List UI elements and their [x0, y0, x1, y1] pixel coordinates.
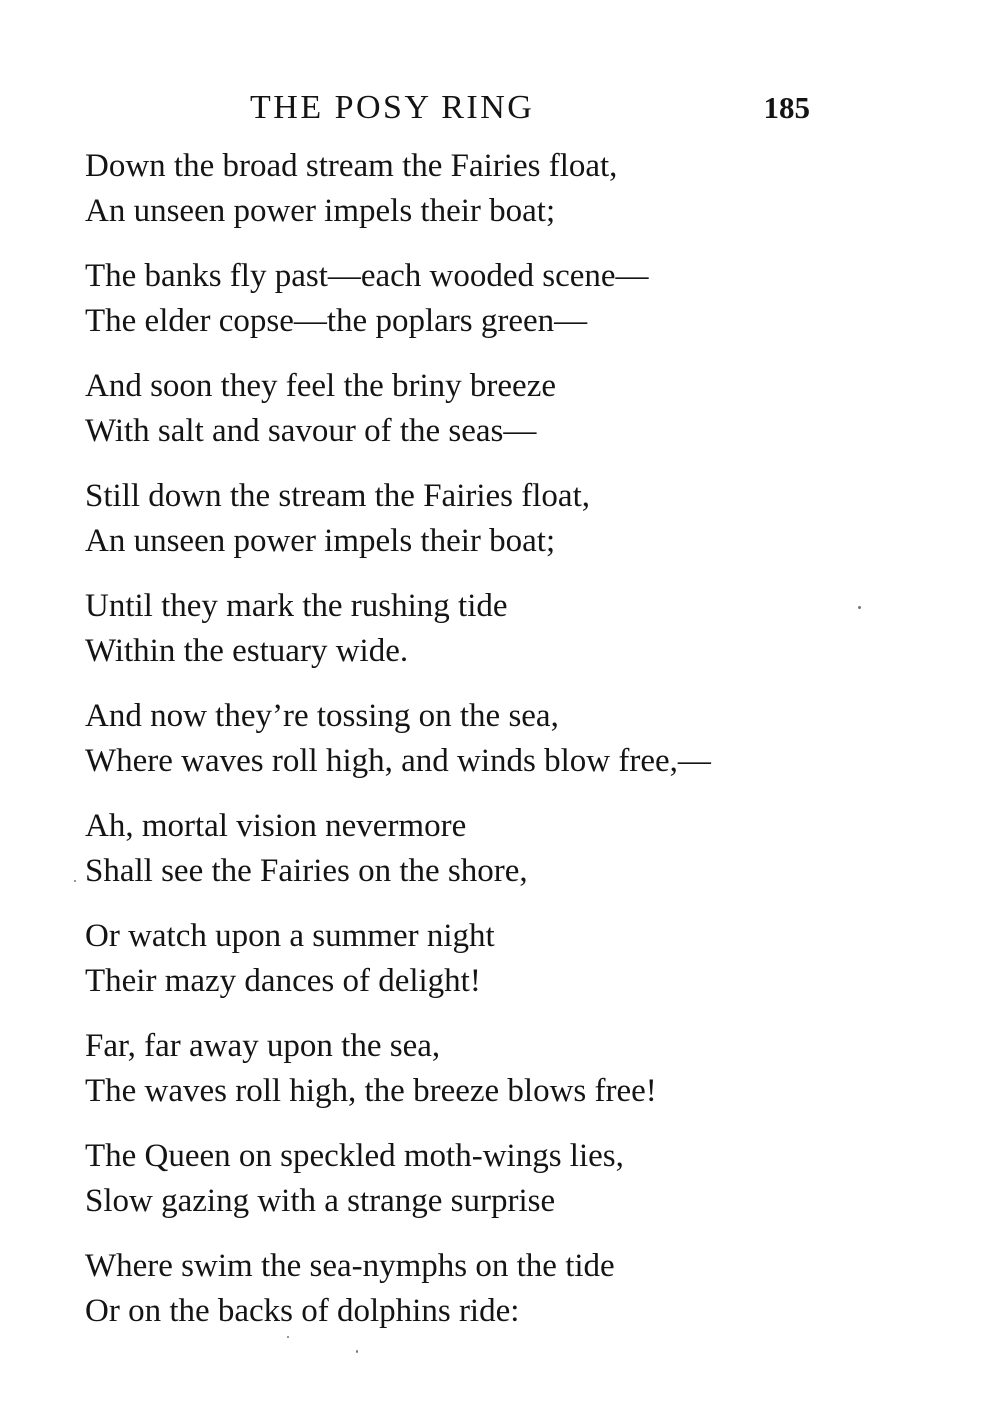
scan-speck	[287, 1336, 289, 1338]
verse-line: Until they mark the rushing tide	[85, 588, 508, 624]
verse-line: Ah, mortal vision nevermore	[85, 808, 467, 844]
stanza	[85, 694, 865, 784]
verse-line: With salt and savour of the seas—	[85, 413, 537, 449]
verse-line: Far, far away upon the sea,	[85, 1028, 441, 1064]
stanza	[85, 584, 865, 674]
verse-line: An unseen power impels their boat;	[85, 523, 556, 559]
stanza	[85, 364, 865, 454]
page-number: 185	[763, 90, 810, 125]
verse-line: Within the estuary wide.	[85, 633, 409, 669]
verse-line: Their mazy dances of delight!	[85, 963, 481, 999]
verse-line: An unseen power impels their boat;	[85, 193, 556, 229]
verse-line: And now they’re tossing on the sea,	[85, 698, 559, 734]
poem-body	[85, 144, 865, 1354]
verse-line: Slow gazing with a strange surprise	[85, 1183, 556, 1219]
verse-line: And soon they feel the briny breeze	[85, 368, 556, 404]
verse-line: Or watch upon a summer night	[85, 918, 495, 954]
stanza	[85, 1134, 865, 1224]
stanza	[85, 254, 865, 344]
scan-speck	[858, 606, 861, 609]
running-head	[250, 86, 810, 130]
verse-line: Still down the stream the Fairies float,	[85, 478, 590, 514]
verse-line: The waves roll high, the breeze blows free!	[85, 1073, 657, 1109]
verse-line: Or on the backs of dolphins ride:	[85, 1293, 520, 1329]
verse-line: The elder copse—the poplars green—	[85, 303, 588, 339]
stanza	[85, 1244, 865, 1334]
stanza	[85, 144, 865, 234]
scan-speck	[74, 880, 76, 882]
stanza	[85, 474, 865, 564]
stanza	[85, 804, 865, 894]
verse-line: The Queen on speckled moth-wings lies,	[85, 1138, 624, 1174]
verse-line: Where swim the sea-nymphs on the tide	[85, 1248, 615, 1284]
verse-line: Shall see the Fairies on the shore,	[85, 853, 528, 889]
stanza	[85, 1024, 865, 1114]
verse-line: Where waves roll high, and winds blow free,—	[85, 743, 711, 779]
verse-line: The banks fly past—each wooded scene—	[85, 258, 649, 294]
running-title: THE POSY RING	[250, 89, 535, 126]
stanza	[85, 914, 865, 1004]
verse-line: Down the broad stream the Fairies float,	[85, 148, 618, 184]
scan-speck	[356, 1350, 358, 1353]
